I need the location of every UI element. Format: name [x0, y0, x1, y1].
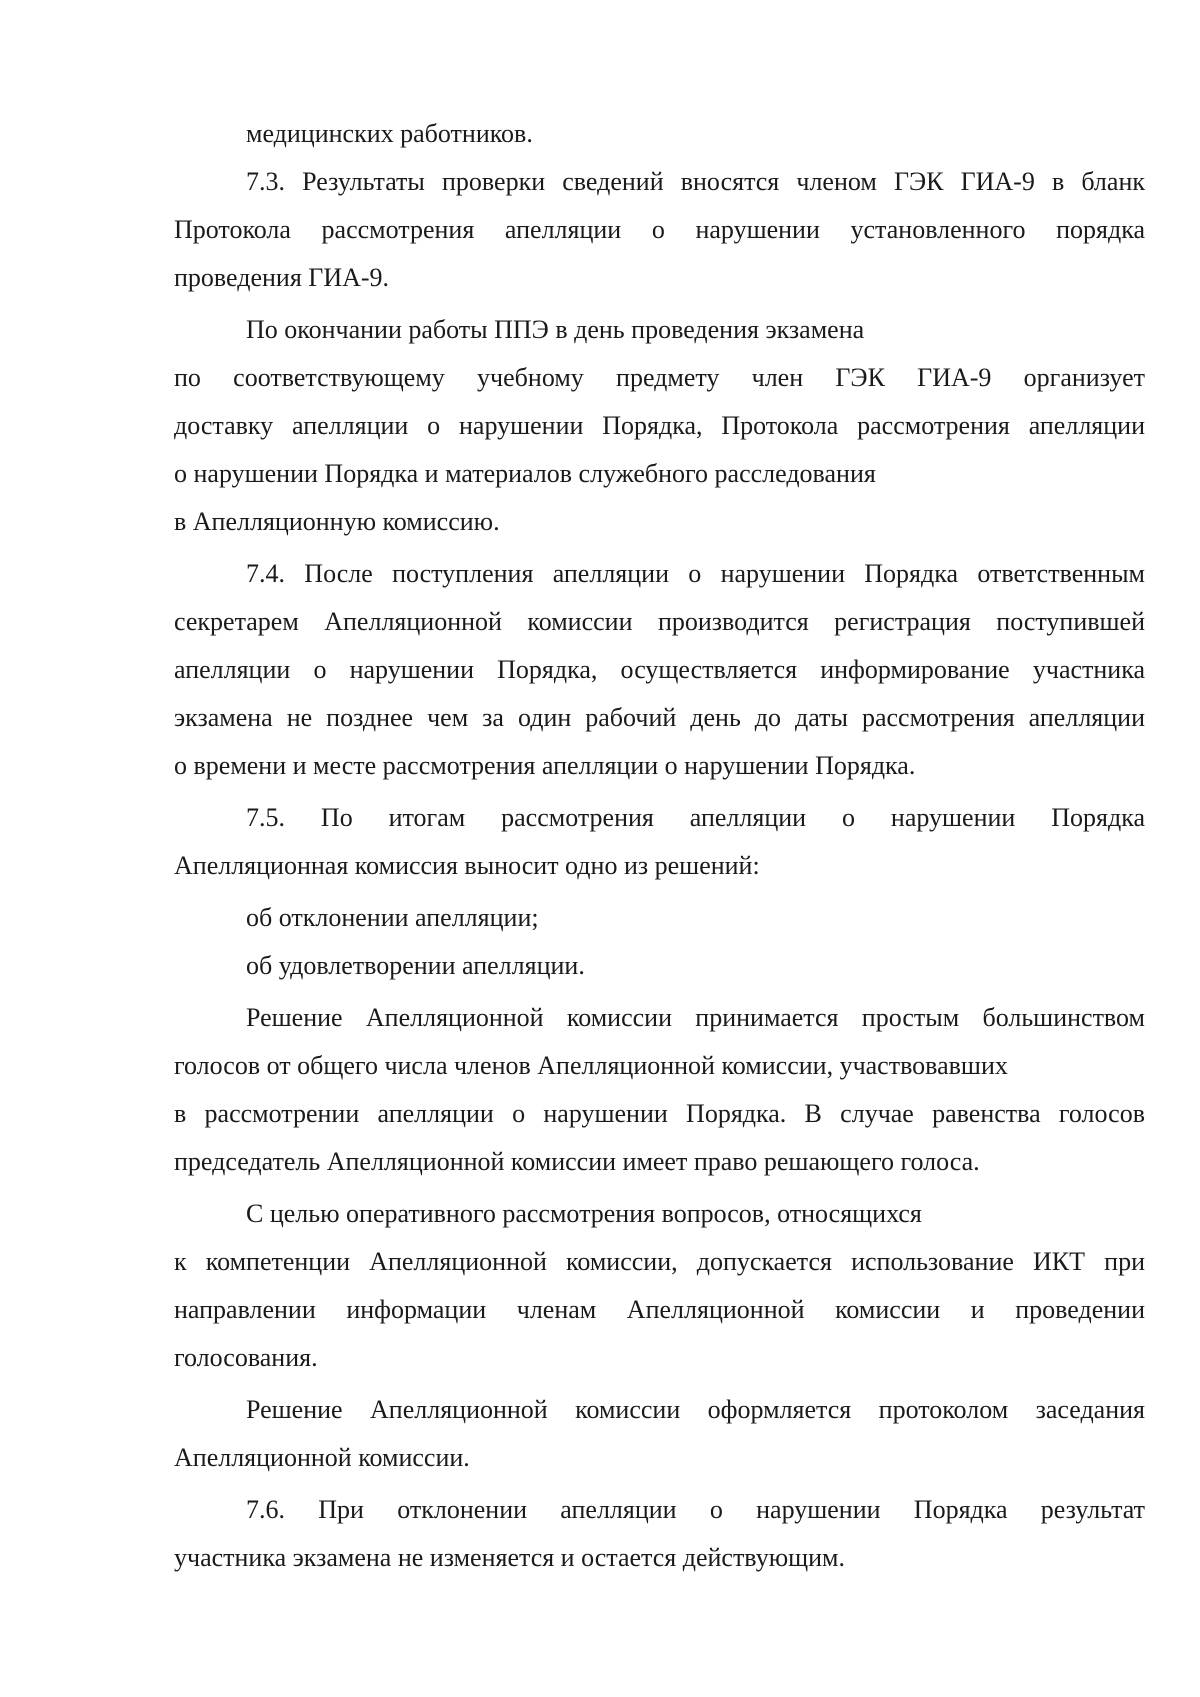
text-line: апелляции о нарушении Порядка, осуществляется информирование участника — [174, 655, 1145, 684]
text-line: Решение Апелляционной комиссии оформляется протоколом заседания — [246, 1395, 1145, 1424]
text-line: к компетенции Апелляционной комиссии, допускается использование ИКТ при — [174, 1247, 1145, 1276]
text-line: 7.4. После поступления апелляции о нарушении Порядка ответственным — [246, 559, 1145, 588]
text-line: по соответствующему учебному предмету член ГЭК ГИА-9 организует — [174, 363, 1145, 392]
text-line: По окончании работы ППЭ в день проведения экзамена — [246, 315, 865, 344]
text-line: доставку апелляции о нарушении Порядка, Протокола рассмотрения апелляции — [174, 411, 1145, 440]
text-line: о времени и месте рассмотрения апелляции о нарушении Порядка. — [174, 751, 916, 780]
text-line: председатель Апелляционной комиссии имеет право решающего голоса. — [174, 1147, 980, 1176]
text-line: 7.5. По итогам рассмотрения апелляции о нарушении Порядка — [246, 803, 1145, 832]
text-line: Протокола рассмотрения апелляции о нарушении установленного порядка — [174, 215, 1145, 244]
text-line: С целью оперативного рассмотрения вопросов, относящихся — [246, 1199, 922, 1228]
text-line: в рассмотрении апелляции о нарушении Порядка. В случае равенства голосов — [174, 1099, 1145, 1128]
text-line: секретарем Апелляционной комиссии производится регистрация поступившей — [174, 607, 1145, 636]
text-line: экзамена не позднее чем за один рабочий день до даты рассмотрения апелляции — [174, 703, 1145, 732]
text-line: голосов от общего числа членов Апелляционной комиссии, участвовавших — [174, 1051, 1008, 1080]
text-line: об удовлетворении апелляции. — [246, 951, 585, 980]
text-line: Решение Апелляционной комиссии принимается простым большинством — [246, 1003, 1145, 1032]
text-line: проведения ГИА-9. — [174, 263, 390, 292]
text-line: Апелляционной комиссии. — [174, 1443, 470, 1472]
text-line: 7.3. Результаты проверки сведений вносятся членом ГЭК ГИА-9 в бланк — [246, 167, 1145, 196]
text-line: направлении информации членам Апелляционной комиссии и проведении — [174, 1295, 1145, 1324]
text-line: участника экзамена не изменяется и остается действующим. — [174, 1543, 846, 1572]
text-line: об отклонении апелляции; — [246, 903, 539, 932]
text-line: в Апелляционную комиссию. — [174, 507, 500, 536]
text-line: Апелляционная комиссия выносит одно из решений: — [174, 851, 760, 880]
text-line: голосования. — [174, 1343, 318, 1372]
text-line: медицинских работников. — [246, 119, 533, 148]
text-line: 7.6. При отклонении апелляции о нарушении Порядка результат — [246, 1495, 1145, 1524]
text-line: о нарушении Порядка и материалов служебного расследования — [174, 459, 876, 488]
